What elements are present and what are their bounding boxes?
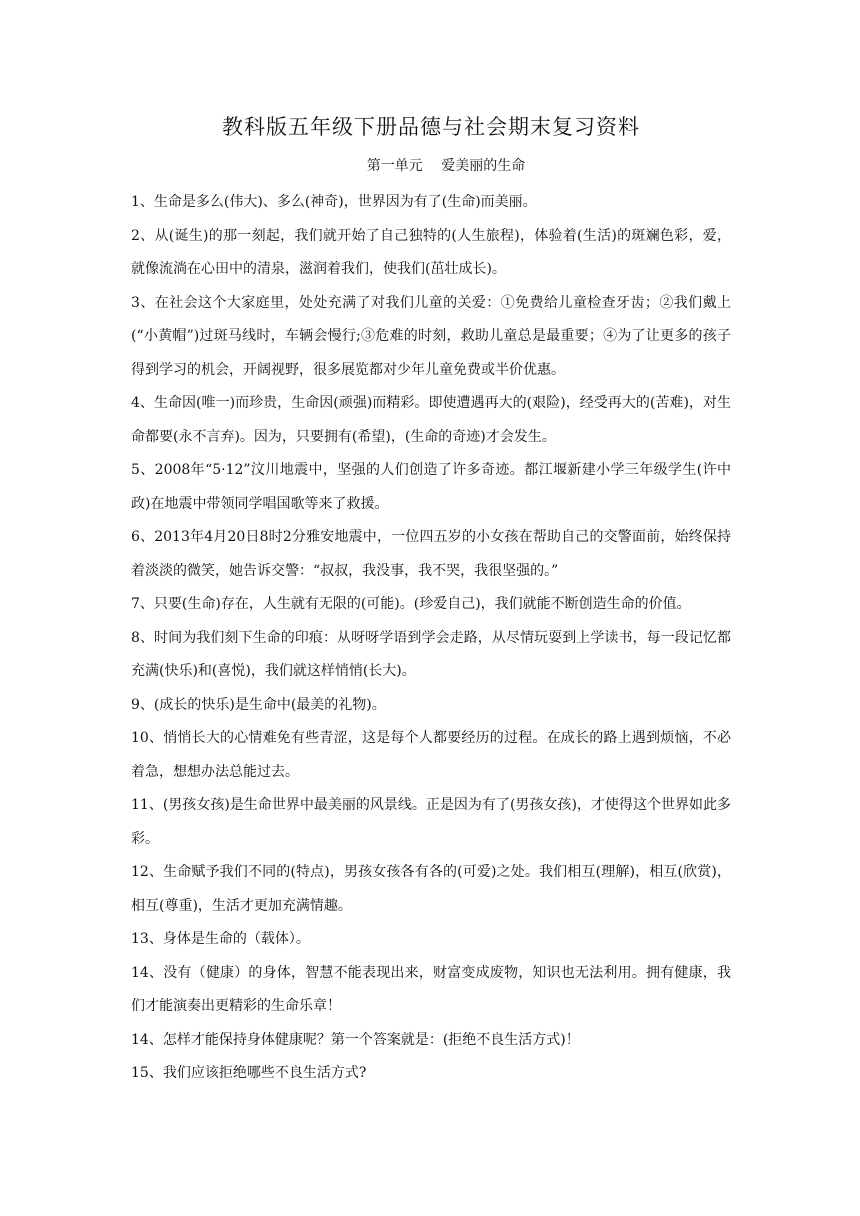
- paragraph: 11、(男孩女孩)是生命世界中最美丽的风景线。正是因为有了(男孩女孩)，才使得这个世界如此多彩。: [131, 797, 731, 847]
- document-page: [131, 112, 731, 1091]
- paragraph: 12、生命赋予我们不同的(特点)，男孩女孩各有各的(可爱)之处。我们相互(理解)，相互(欣赏)，相互(尊重)，生活才更加充满情趣。: [131, 864, 731, 914]
- paragraph: 14、怎样才能保持身体健康呢？第一个答案就是：(拒绝不良生活方式)！: [131, 1031, 580, 1048]
- paragraph: 4、生命因(唯一)而珍贵，生命因(顽强)而精彩。即使遭遇再大的(艰险)，经受再大的(苦难)，对生命都要(永不言弃)。因为，只要拥有(希望)，(生命的奇迹)才会发生。: [131, 395, 731, 445]
- paragraph: 14、没有（健康）的身体，智慧不能表现出来，财富变成废物，知识也无法利用。拥有健康，我们才能演奏出更精彩的生命乐章！: [131, 964, 731, 1014]
- paragraph: 13、身体是生命的（载体）。: [131, 931, 310, 947]
- paragraph: 1、生命是多么(伟大)、多么(神奇)，世界因为有了(生命)而美丽。: [131, 194, 537, 210]
- paragraph: 7、只要(生命)存在，人生就有无限的(可能)。(珍爱自己)，我们就能不断创造生命的价值。: [131, 596, 691, 612]
- paragraph: 9、(成长的快乐)是生命中(最美的礼物)。: [131, 696, 386, 713]
- section-heading: 第一单元 爱美丽的生命: [366, 158, 526, 174]
- paragraph: 6、2013年4月20日8时2分雅安地震中，一位四五岁的小女孩在帮助自己的交警面前，始终保持着淡淡的微笑，她告诉交警：“叔叔，我没事，我不哭，我很坚强的。”: [131, 529, 731, 579]
- paragraph: 8、时间为我们刻下生命的印痕：从呀呀学语到学会走路，从尽情玩耍到上学读书，每一段记忆都充满(快乐)和(喜悦)，我们就这样悄悄(长大)。: [131, 629, 731, 679]
- paragraph: 5、2008年“5·12”汶川地震中，坚强的人们创造了许多奇迹。都江堰新建小学三年级学生(许中政)在地震中带领同学唱国歌等来了救援。: [131, 462, 731, 512]
- document-title: 教科版五年级下册品德与社会期末复习资料: [222, 115, 640, 139]
- paragraph: 2、从(诞生)的那一刻起，我们就开始了自己独特的(人生旅程)，体验着(生活)的斑斓色彩，爱，就像流淌在心田中的清泉，滋润着我们，使我们(茁壮成长)。: [131, 227, 731, 277]
- paragraph: 15、我们应该拒绝哪些不良生活方式?: [131, 1065, 367, 1081]
- paragraph: 3、在社会这个大家庭里，处处充满了对我们儿童的关爱：①免费给儿童检查牙齿；②我们戴上(“小黄帽”)过斑马线时，车辆会慢行;③危难的时刻，救助儿童总是最重要；④为了让更多的孩子得到学习的机会，开阔视野，很多展览都对少年儿童免费或半价优惠。: [131, 294, 731, 378]
- paragraph: 10、悄悄长大的心情难免有些青涩，这是每个人都要经历的过程。在成长的路上遇到烦恼，不必着急，想想办法总能过去。: [131, 730, 731, 780]
